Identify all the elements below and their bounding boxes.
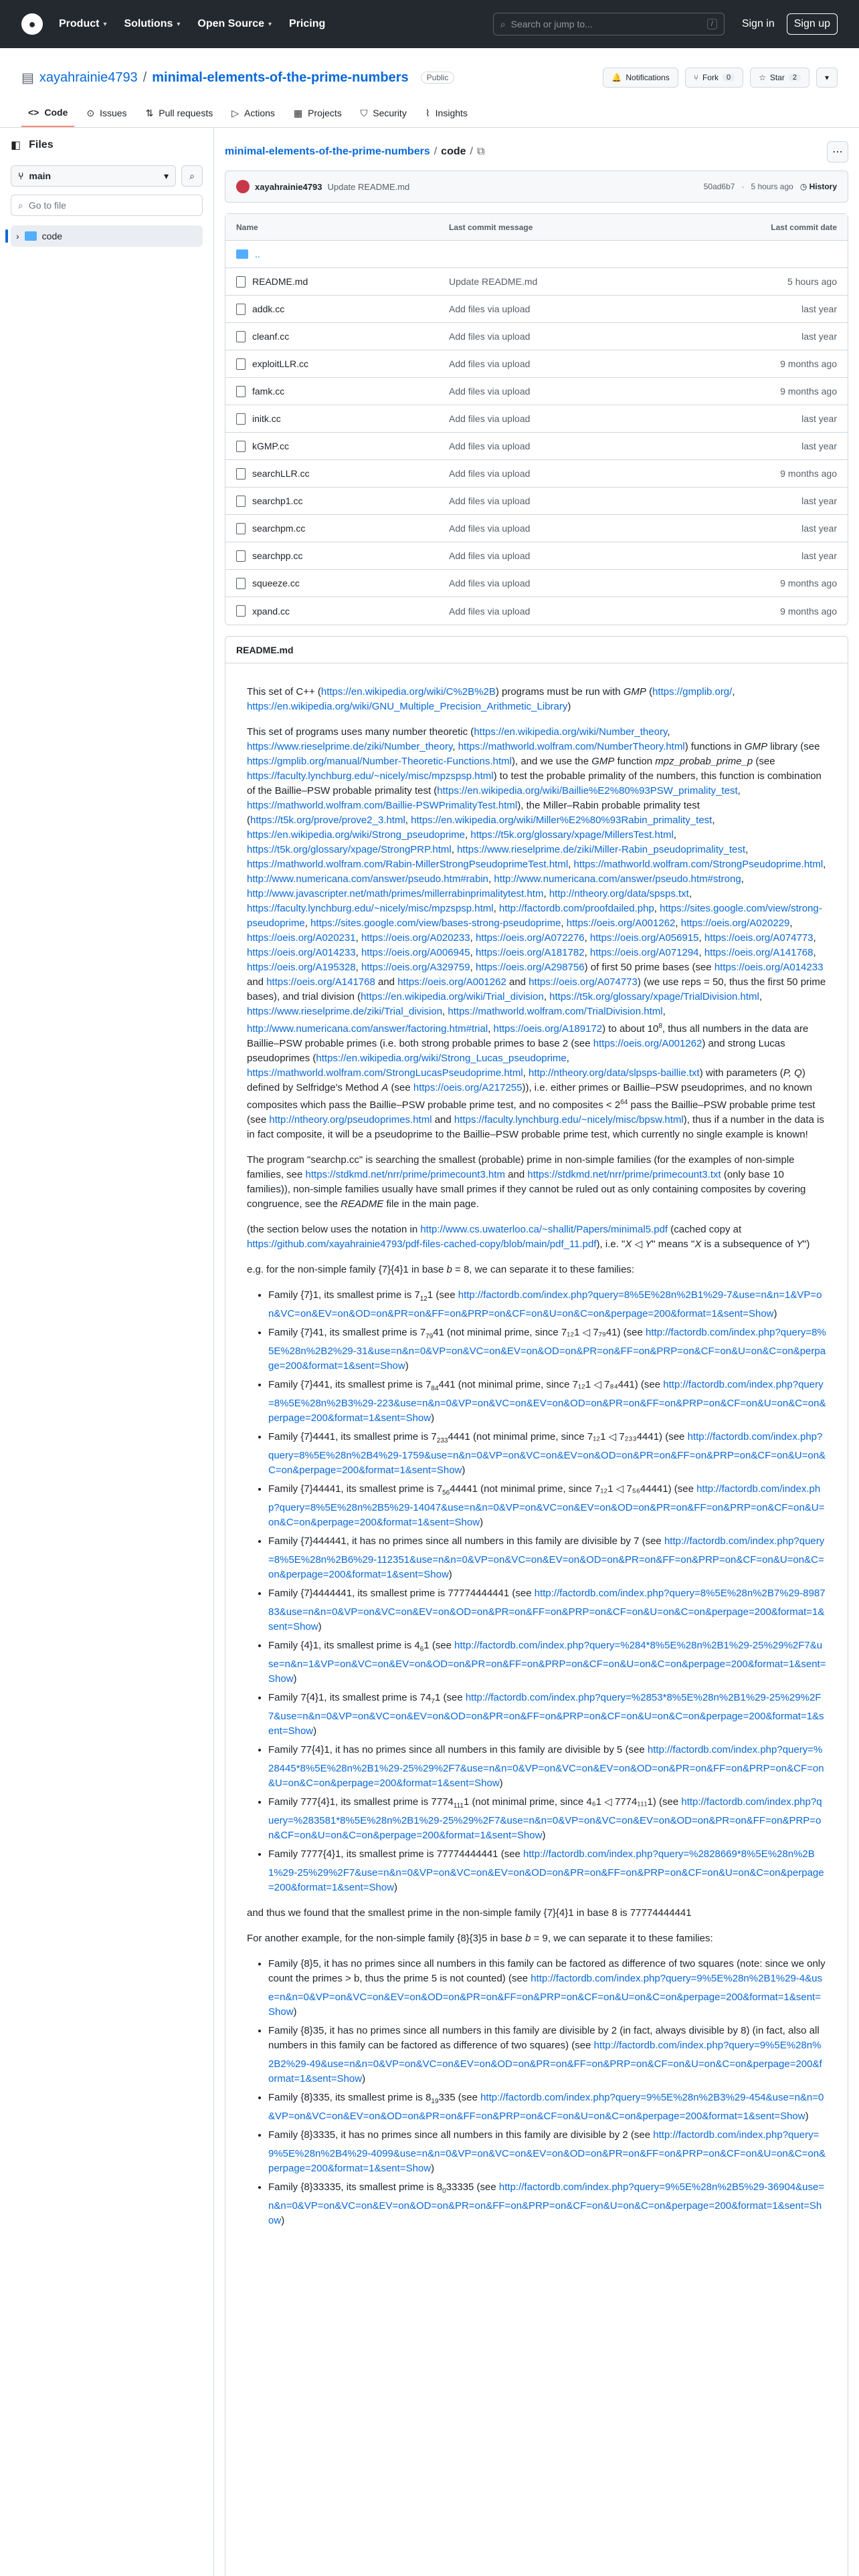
link[interactable]: https://oeis.org/A217255 bbox=[413, 1082, 522, 1093]
readme-paragraph: e.g. for the non-simple family {7}{4}1 in base b = 8, we can separate it to these families: bbox=[247, 1264, 635, 1275]
link[interactable]: https://faculty.lynchburg.edu/~nicely/misc/mpzspsp.html bbox=[247, 903, 494, 914]
tab-code[interactable] bbox=[21, 102, 74, 127]
file-icon bbox=[236, 413, 246, 425]
link[interactable]: https://mathworld.wolfram.com/TrialDivision.html bbox=[448, 1006, 663, 1017]
list-item: • Family {7}4441, its smallest prime is $7_{233}4441$ (not minimal prime, since 7₁₂1 ◁ 7₂₃₃4441) (see http://factordb.com/index.php?query=8%5E%28n%2B4%29-1759&use=n&n=0&VP=on&VC=on&EV=on&OD=on&PR=on&FF=on&PRP=on&CF=on&U=on&C=on&perpage=200&format=1&sent=Show) bbox=[268, 1430, 826, 1478]
col-message: Last commit message bbox=[438, 214, 666, 241]
visibility-badge: Public bbox=[421, 72, 455, 84]
link[interactable]: https://www.rieselprime.de/ziki/Number_theory bbox=[247, 741, 453, 752]
link[interactable]: http://www.numericana.com/answer/factoring.htm#trial bbox=[247, 1023, 488, 1035]
link[interactable]: https://oeis.org/A020231 bbox=[247, 932, 356, 944]
link[interactable]: https://mathworld.wolfram.com/NumberTheory.html bbox=[458, 741, 685, 752]
file-icon bbox=[236, 468, 246, 479]
link[interactable]: http://www.numericana.com/answer/pseudo.htm#strong bbox=[494, 873, 741, 885]
table-row[interactable] bbox=[225, 597, 848, 625]
readme-paragraph: and thus we found that the smallest prime in the non-simple family {7}{4}1 in base 8 is 77774444441 bbox=[247, 1907, 692, 1919]
link[interactable]: https://t5k.org/glossary/xpage/TrialDivision.html bbox=[549, 991, 759, 1002]
link[interactable]: https://en.wikipedia.org/wiki/C%2B%2B bbox=[320, 686, 496, 697]
tab-label: Code bbox=[44, 107, 68, 118]
history-icon: ◷ bbox=[799, 182, 807, 191]
tab-label: Insights bbox=[435, 108, 468, 118]
link[interactable]: https://oeis.org/A001262 bbox=[593, 1038, 702, 1049]
chevron-down-icon: ▾ bbox=[268, 20, 272, 28]
link[interactable]: https://t5k.org/prove/prove2_3.html bbox=[250, 815, 405, 826]
link[interactable]: https://mathworld.wolfram.com/StrongLucasPseudoprime.html bbox=[247, 1067, 523, 1079]
chevron-right-icon: › bbox=[16, 231, 19, 241]
tab-security[interactable] bbox=[354, 102, 413, 127]
tab-issues[interactable] bbox=[80, 102, 133, 127]
tab-pull-requests[interactable] bbox=[139, 102, 220, 127]
file-link[interactable]: kGMP.cc bbox=[252, 441, 289, 451]
nav-solutions[interactable]: Solutions ▾ bbox=[124, 18, 181, 29]
link[interactable]: http://ntheory.org/pseudoprimes.html bbox=[269, 1114, 432, 1125]
readme-panel bbox=[225, 636, 848, 2576]
commit-date: 5 hours ago bbox=[787, 276, 837, 287]
commit-message-link[interactable]: Add files via upload bbox=[449, 523, 531, 534]
table-row[interactable] bbox=[225, 323, 848, 350]
file-link[interactable]: cleanf.cc bbox=[252, 331, 290, 342]
table-icon: ▦ bbox=[293, 107, 303, 118]
branch-select[interactable] bbox=[11, 165, 176, 187]
link[interactable]: https://faculty.lynchburg.edu/~nicely/misc/bpsw.html bbox=[454, 1114, 684, 1125]
link[interactable]: http://factordb.com/index.php?query=9%5E%28n%2B4%29-4099&use=n&n=0&VP=on&VC=on&EV=on&OD=on&PR=on&FF=on&PRP=on&CF=on&U=on&C=on&perpage=200&format=1&sent=Show bbox=[268, 2129, 826, 2174]
table-row[interactable] bbox=[225, 460, 848, 488]
link[interactable]: https://www.rieselprime.de/ziki/Miller-Rabin_pseudoprimality_test bbox=[457, 844, 746, 855]
link[interactable]: http://www.cs.uwaterloo.ca/~shallit/Papers/minimal5.pdf bbox=[420, 1224, 668, 1235]
family-list bbox=[247, 1288, 826, 1895]
commit-dot: · bbox=[741, 182, 745, 191]
link[interactable]: https://sites.google.com/view/strong-pseudoprime bbox=[247, 903, 822, 929]
file-icon bbox=[236, 578, 246, 589]
link[interactable]: https://oeis.org/A020229 bbox=[680, 918, 790, 929]
branch-icon: ⑂ bbox=[18, 171, 24, 181]
file-tree-sidebar bbox=[0, 128, 214, 2576]
link[interactable]: https://github.com/xayahrainie4793/pdf-files-cached-copy/blob/main/pdf_11.pdf bbox=[247, 1239, 597, 1250]
avatar[interactable] bbox=[236, 180, 250, 193]
commit-message-link[interactable]: Add files via upload bbox=[449, 550, 531, 561]
link[interactable]: https://en.wikipedia.org/wiki/Trial_division bbox=[361, 991, 544, 1002]
readme-paragraph: The program "searchp.cc" is searching the smallest (probable) prime in non-simple families (for the examples of non-simple families, see https://stdkmd.net/nrr/prime/primecount3.htm and https://stdkmd.net/nrr/prime/primecount3.txt (only base 10 families)), non-simple families usually have small primes if they cannot be ruled out as only containing composites by covering congruence, see the README file in the main page. bbox=[247, 1154, 806, 1210]
file-link[interactable]: addk.cc bbox=[252, 304, 285, 314]
commit-date: last year bbox=[801, 550, 837, 561]
commit-hash[interactable]: 50ad6b7 bbox=[703, 182, 735, 191]
link[interactable]: http://ntheory.org/data/slpsps-baillie.txt bbox=[529, 1067, 700, 1079]
table-row[interactable] bbox=[225, 488, 848, 515]
notifications-button[interactable] bbox=[603, 68, 678, 88]
list-item: • Family {4}1, its smallest prime is $4_61$ (see http://factordb.com/index.php?query=%284*8%5E%28n%2B1%29-25%29%2F7&use=n&n=1&VP=on&VC=on&EV=on&OD=on&PR=on&FF=on&PRP=on&CF=on&U=on&C=on&perpage=200&format=1&sent=Show) bbox=[268, 1638, 826, 1687]
link[interactable]: https://oeis.org/A006945 bbox=[361, 947, 470, 958]
breadcrumb-sep: / bbox=[434, 146, 438, 157]
repo-header bbox=[0, 48, 859, 128]
repo-name-link[interactable]: minimal-elements-of-the-prime-numbers bbox=[152, 70, 409, 85]
readme-paragraph: (the section below uses the notation in http://www.cs.uwaterloo.ca/~shallit/Papers/minimal5.pdf (cached copy at https://github.com/xayahrainie4793/pdf-files-cached-copy/blob/main/pdf_11.pdf), i.e. "X ◁ Y" means "X is a subsequence of Y") bbox=[247, 1224, 810, 1250]
tab-label: Issues bbox=[100, 108, 127, 118]
search-files-button[interactable] bbox=[181, 165, 203, 187]
commit-date: 9 months ago bbox=[780, 386, 837, 397]
commit-date: last year bbox=[801, 523, 837, 534]
link[interactable]: http://factordb.com/index.php?query=8%5E%28n%2B1%29-7&use=n&n=1&VP=on&VC=on&EV=on&OD=on&PR=on&FF=on&PRP=on&CF=on&U=on&C=on&perpage=200&format=1&sent=Show bbox=[268, 1289, 822, 1319]
bell-icon: 🔔 bbox=[611, 73, 622, 82]
link[interactable]: https://oeis.org/A074773 bbox=[529, 976, 638, 988]
commit-message[interactable]: Update README.md bbox=[327, 181, 410, 192]
tab-actions[interactable] bbox=[225, 102, 282, 127]
link[interactable]: http://factordb.com/index.php?query=9%5E%28n%2B1%29-4&use=n&n=0&VP=on&VC=on&EV=on&OD=on&PR=on&FF=on&PRP=on&CF=on&U=on&C=on&perpage=200&format=1&sent=Show bbox=[268, 1973, 822, 2018]
commit-date: 9 months ago bbox=[780, 468, 837, 479]
parent-dir-row[interactable] bbox=[225, 241, 848, 268]
tab-label: Projects bbox=[308, 108, 342, 118]
kebab-icon: ⋯ bbox=[832, 146, 843, 158]
link[interactable]: https://oeis.org/A181782 bbox=[475, 947, 585, 958]
list-item: • Family 77{4}1, it has no primes since all numbers in this family are divisible by 5 (see http://factordb.com/index.php?query=%28445*8%5E%28n%2B1%29-25%29%2F7&use=n&n=0&VP=on&VC=on&EV=on&OD=on&PR=on&FF=on&PRP=on&CF=on&U=on&C=on&perpage=200&format=1&sent=Show) bbox=[268, 1743, 826, 1791]
link[interactable]: http://factordb.com/index.php?query=8%5E%28n%2B3%29-223&use=n&n=0&VP=on&VC=on&EV=on&OD=on&PR=on&FF=on&PRP=on&CF=on&U=on&C=on&perpage=200&format=1&sent=Show bbox=[268, 1379, 826, 1424]
commit-date: last year bbox=[801, 331, 837, 342]
link[interactable]: https://oeis.org/A020233 bbox=[361, 932, 470, 944]
table-row[interactable] bbox=[225, 570, 848, 597]
link[interactable]: http://factordb.com/index.php?query=%284*8%5E%28n%2B1%29-25%29%2F7&use=n&n=1&VP=on&VC=on&EV=on&OD=on&PR=on&FF=on&PRP=on&CF=on&U=on&C=on&perpage=200&format=1&sent=Show bbox=[268, 1640, 826, 1685]
link[interactable]: https://oeis.org/A329759 bbox=[361, 962, 470, 973]
table-row[interactable] bbox=[225, 515, 848, 542]
link[interactable]: http://factordb.com/index.php?query=8%5E%28n%2B6%29-112351&use=n&n=0&VP=on&VC=on&EV=on&OD=on&PR=on&FF=on&PRP=on&CF=on&U=on&C=on&perpage=200&format=1&sent=Show bbox=[268, 1535, 825, 1580]
star-dropdown-button[interactable] bbox=[816, 68, 838, 88]
site-nav bbox=[59, 18, 325, 30]
link[interactable]: http://factordb.com/proofdailed.php bbox=[498, 903, 654, 914]
github-logo-icon[interactable]: ● bbox=[21, 13, 43, 35]
family-list bbox=[247, 1957, 826, 2228]
link[interactable]: http://factordb.com/index.php?query=8%5E%28n%2B4%29-1759&use=n&n=0&VP=on&VC=on&EV=on&OD=on&PR=on&FF=on&PRP=on&CF=on&U=on&C=on&perpage=200&format=1&sent=Show bbox=[268, 1431, 826, 1476]
file-icon bbox=[236, 331, 246, 342]
nav-open-source[interactable]: Open Source ▾ bbox=[197, 18, 272, 29]
readme-body bbox=[225, 663, 848, 2260]
breadcrumb bbox=[225, 138, 848, 165]
file-icon bbox=[236, 550, 246, 562]
col-date: Last commit date bbox=[666, 214, 848, 241]
table-row[interactable] bbox=[225, 542, 848, 570]
folder-icon bbox=[25, 231, 37, 241]
list-item: • Family 777{4}1, its smallest prime is $7774_{111}1$ (not minimal prime, since 4₆1 ◁ 7774₁₁₁1) (see http://factordb.com/index.php?query=%283581*8%5E%28n%2B1%29-25%29%2F7&use=n&n=0&VP=on&VC=on&EV=on&OD=on&PR=on&FF=on&PRP=on&CF=on&U=on&C=on&perpage=200&format=1&sent=Show) bbox=[268, 1795, 826, 1843]
more-options-button[interactable] bbox=[827, 141, 848, 163]
link[interactable]: https://en.wikipedia.org/wiki/Number_theory bbox=[474, 726, 668, 738]
link[interactable]: http://factordb.com/index.php?query=8%5E%28n%2B5%29-14047&use=n&n=0&VP=on&VC=on&EV=on&OD=on&PR=on&FF=on&PRP=on&CF=on&U=on&C=on&perpage=200&format=1&sent=Show bbox=[268, 1483, 825, 1528]
file-icon bbox=[236, 496, 246, 507]
list-item: • Family {8}5, it has no primes since all numbers in this family can be factored as difference of two squares (note: since we only count the primes > b, thus the prime 5 is not counted) (see http://factordb.com/index.php?query=9%5E%28n%2B1%29-4&use=n&n=0&VP=on&VC=on&EV=on&OD=on&PR=on&FF=on&PRP=on&CF=on&U=on&C=on&perpage=200&format=1&sent=Show) bbox=[268, 1957, 826, 2020]
shield-icon: ⛉ bbox=[360, 107, 368, 118]
table-row[interactable] bbox=[225, 433, 848, 460]
commit-message-link[interactable]: Add files via upload bbox=[449, 386, 531, 397]
list-item: • Family {7}41, its smallest prime is $7_{79}41$ (not minimal prime, since 7₁₂1 ◁ 7₇₉41) (see http://factordb.com/index.php?query=8%5E%28n%2B2%29-31&use=n&n=0&VP=on&VC=on&EV=on&OD=on&PR=on&FF=on&PRP=on&CF=on&U=on&C=on&perpage=200&format=1&sent=Show) bbox=[268, 1325, 826, 1374]
commit-message-link[interactable]: Add files via upload bbox=[449, 304, 531, 314]
file-link[interactable]: searchLLR.cc bbox=[252, 468, 310, 479]
link[interactable]: https://stdkmd.net/nrr/prime/primecount3.txt bbox=[527, 1169, 721, 1180]
tab-projects[interactable] bbox=[287, 102, 349, 127]
table-row[interactable] bbox=[225, 296, 848, 323]
link[interactable]: http://factordb.com/index.php?query=%2828669*8%5E%28n%2B1%29-25%29%2F7&use=n&n=0&VP=on&VC=on&EV=on&OD=on&PR=on&FF=on&PRP=on&CF=on&U=on&C=on&perpage=200&format=1&sent=Show bbox=[268, 1848, 824, 1893]
file-icon bbox=[236, 441, 246, 452]
star-button[interactable] bbox=[750, 68, 809, 88]
link[interactable]: https://oeis.org/A014233 bbox=[714, 962, 824, 973]
commit-time: 5 hours ago bbox=[751, 182, 793, 191]
link[interactable]: https://oeis.org/A141768 bbox=[266, 976, 375, 988]
breadcrumb-repo-link[interactable]: minimal-elements-of-the-prime-numbers bbox=[225, 146, 430, 157]
commit-message-link[interactable]: Add files via upload bbox=[449, 468, 531, 479]
tab-label: Pull requests bbox=[159, 108, 213, 118]
commit-date: 9 months ago bbox=[780, 578, 837, 588]
repo-sep: / bbox=[142, 70, 147, 85]
chevron-down-icon: ▾ bbox=[163, 170, 169, 181]
list-item: • Family 7{4}1, its smallest prime is $74_71$ (see http://factordb.com/index.php?query=%2853*8%5E%28n%2B1%29-25%29%2F7&use=n&n=0&VP=on&VC=on&EV=on&OD=on&PR=on&FF=on&PRP=on&CF=on&U=on&C=on&perpage=200&format=1&sent=Show) bbox=[268, 1691, 826, 1739]
file-table bbox=[225, 213, 848, 625]
table-row[interactable] bbox=[225, 268, 848, 296]
list-item: • Family {8}35, it has no primes since all numbers in this family are divisible by 2 (in fact, always divisible by 8) (in fact, also all numbers in this family can be factored as difference of two squares) (see http://factordb.com/index.php?query=9%5E%28n%2B2%29-49&use=n&n=0&VP=on&VC=on&EV=on&OD=on&PR=on&FF=on&PRP=on&CF=on&U=on&C=on&perpage=200&format=1&sent=Show) bbox=[268, 2024, 826, 2086]
table-row[interactable] bbox=[225, 378, 848, 405]
link[interactable]: https://t5k.org/glossary/xpage/StrongPRP.html bbox=[247, 844, 452, 855]
file-link[interactable]: searchpp.cc bbox=[252, 550, 303, 561]
star-count: 2 bbox=[789, 74, 801, 82]
readme-paragraph: This set of programs uses many number theoretic (https://en.wikipedia.org/wiki/Number_theory, https://www.rieselprime.de/ziki/Number_theory, https://mathworld.wolfram.com/NumberTheory.html) functions in GMP library (see https://gmplib.org/manual/Number-Theoretic-Functions.html), and we use the GMP function mpz_probab_prime_p (see https://faculty.lynchburg.edu/~nicely/misc/mpzspsp.html) to test the probable primality of the numbers, this function is combination of the Baillie–PSW probable primality test (https://en.wikipedia.org/wiki/Baillie%E2%80%93PSW_primality_test, https://mathworld.wolfram.com/Baillie-PSWPrimalityTest.html), the Miller–Rabin probable primality test (https://t5k.org/prove/prove2_3.html, https://en.wikipedia.org/wiki/Miller%E2%80%93Rabin_primality_test, https://en.wikipedia.org/wiki/Strong_pseudoprime, https://t5k.org/glossary/xpage/MillersTest.html, https://t5k.org/glossary/xpage/StrongPRP.html, https://www.rieselprime.de/ziki/Miller-Rabin_pseudoprimality_test, https://mathworld.wolfram.com/Rabin-MillerStrongPseudoprimeTest.html, https://mathworld.wolfram.com/StrongPseudoprime.html, http://www.numericana.com/answer/pseudo.htm#rabin, http://www.numericana.com/answer/pseudo.htm#strong, http://www.javascripter.net/math/primes/millerrabinprimalitytest.htm, http://ntheory.org/data/spsps.txt, https://faculty.lynchburg.edu/~nicely/misc/mpzspsp.html, http://factordb.com/proofdailed.php, https://sites.google.com/view/strong-pseudoprime, https://sites.google.com/view/bases-strong-pseudoprime, https://oeis.org/A001262, https://oeis.org/A020229, https://oeis.org/A020231, https://oeis.org/A020233, https://oeis.org/A072276, https://oeis.org/A056915, https://oeis.org/A074773, https://oeis.org/A014233, https://oeis.org/A006945, https://oeis.org/A181782, https://oeis.org/A071294, https://oeis.org/A141768, https://oeis.org/A195328, https://oeis.org/A329759, https://oeis.org/A298756) of first 50 prime bases (see https://oeis.org/A014233 and https://oeis.org/A141768 and https://oeis.org/A001262 and https://oeis.org/A074773) (we use reps = 50, thus the first 50 prime bases), and trial division (https://en.wikipedia.org/wiki/Trial_division, https://t5k.org/glossary/xpage/TrialDivision.html, https://www.rieselprime.de/ziki/Trial_division, https://mathworld.wolfram.com/TrialDivision.html, http://www.numericana.com/answer/factoring.htm#trial, https://oeis.org/A189172) to about $10^8$, thus all numbers in the data are Baillie–PSW probable primes (i.e. both strong probable primes to base 2 (see https://oeis.org/A001262) and strong Lucas pseudoprimes (https://en.wikipedia.org/wiki/Strong_Lucas_pseudoprime, https://mathworld.wolfram.com/StrongLucasPseudoprime.html, http://ntheory.org/data/slpsps-baillie.txt) with parameters (P, Q) defined by Selfridge's Method A (see https://oeis.org/A217255)), i.e. either primes or Baillie–PSW pseudoprimes, and no known composites which pass the Baillie–PSW probable prime test, and no composites < $2^{64}$ pass the Baillie–PSW probable prime test (see http://ntheory.org/pseudoprimes.html and https://faculty.lynchburg.edu/~nicely/misc/bpsw.html), thus if a number in the data is in fact composite, it will be a pseudoprime to the Baillie–PSW probable prime test, which currently no single example is known! bbox=[247, 726, 826, 1140]
link[interactable]: http://factordb.com/index.php?query=%2853*8%5E%28n%2B1%29-25%29%2F7&use=n&n=0&VP=on&VC=on&EV=on&OD=on&PR=on&FF=on&PRP=on&CF=on&U=on&C=on&perpage=200&format=1&sent=Show bbox=[268, 1692, 824, 1737]
tab-insights[interactable] bbox=[419, 102, 474, 127]
commit-message-link[interactable]: Add files via upload bbox=[449, 605, 531, 617]
commit-message-link[interactable]: Add files via upload bbox=[449, 331, 531, 342]
link[interactable]: https://mathworld.wolfram.com/Rabin-MillerStrongPseudoprimeTest.html bbox=[247, 859, 569, 870]
fork-count: 0 bbox=[723, 74, 735, 82]
commit-message-link[interactable]: Add files via upload bbox=[449, 578, 531, 588]
table-row[interactable] bbox=[225, 350, 848, 378]
link[interactable]: https://en.wikipedia.org/wiki/Baillie%E2%80%93PSW_primality_test bbox=[437, 785, 738, 796]
file-link[interactable]: famk.cc bbox=[252, 386, 285, 397]
link[interactable]: https://oeis.org/A298756 bbox=[475, 962, 585, 973]
link[interactable]: https://www.rieselprime.de/ziki/Trial_division bbox=[247, 1006, 443, 1017]
file-icon bbox=[236, 276, 246, 288]
link[interactable]: http://www.javascripter.net/math/primes/millerrabinprimalitytest.htm bbox=[247, 888, 544, 899]
search-input[interactable] bbox=[493, 13, 725, 35]
play-icon: ▷ bbox=[231, 107, 240, 118]
chevron-down-icon: ▾ bbox=[177, 20, 181, 28]
code-icon: <> bbox=[28, 107, 39, 118]
commit-message-link[interactable]: Add files via upload bbox=[449, 496, 531, 506]
file-icon bbox=[236, 605, 246, 617]
star-icon: ☆ bbox=[759, 73, 766, 82]
list-item: • Family {7}4444441, its smallest prime is 77774444441 (see http://factordb.com/index.php?query=8%5E%28n%2B7%29-898783&use=n&n=0&VP=on&VC=on&EV=on&OD=on&PR=on&FF=on&PRP=on&CF=on&U=on&C=on&perpage=200&format=1&sent=Show) bbox=[268, 1586, 826, 1634]
fork-label: Fork bbox=[702, 73, 719, 82]
link[interactable]: http://factordb.com/index.php?query=9%5E%28n%2B5%29-36904&use=n&n=0&VP=on&VC=on&EV=on&OD=on&PR=on&FF=on&PRP=on&CF=on&U=on&C=on&perpage=200&format=1&sent=Show bbox=[268, 2181, 825, 2226]
commit-date: 9 months ago bbox=[780, 605, 837, 617]
tree-item-code[interactable] bbox=[11, 225, 203, 247]
readme-title[interactable]: README.md bbox=[236, 644, 294, 655]
link[interactable]: https://stdkmd.net/nrr/prime/primecount3.htm bbox=[305, 1169, 505, 1180]
link[interactable]: https://en.wikipedia.org/wiki/Strong_pseudoprime bbox=[247, 829, 466, 841]
file-link[interactable]: searchpm.cc bbox=[252, 523, 306, 534]
breadcrumb-tail: / bbox=[470, 146, 473, 157]
link[interactable]: https://mathworld.wolfram.com/Baillie-PSWPrimalityTest.html bbox=[247, 800, 518, 811]
chevron-down-icon: ▾ bbox=[103, 20, 107, 28]
link[interactable]: https://en.wikipedia.org/wiki/GNU_Multiple_Precision_Arithmetic_Library bbox=[247, 701, 568, 712]
link[interactable]: https://oeis.org/A141768 bbox=[704, 947, 814, 958]
link[interactable]: https://oeis.org/A072276 bbox=[475, 932, 585, 944]
tree-item-label: code bbox=[41, 231, 63, 241]
star-label: Star bbox=[769, 73, 785, 82]
slash-shortcut: / bbox=[707, 19, 717, 29]
link[interactable]: http://www.numericana.com/answer/pseudo.htm#rabin bbox=[247, 873, 489, 885]
link[interactable]: http://factordb.com/index.php?query=8%5E%28n%2B2%29-31&use=n&n=0&VP=on&VC=on&EV=on&OD=on&PR=on&FF=on&PRP=on&CF=on&U=on&C=on&perpage=200&format=1&sent=Show bbox=[268, 1327, 826, 1372]
link[interactable]: http://ntheory.org/data/spsps.txt bbox=[549, 888, 689, 899]
tab-label: Actions bbox=[244, 108, 275, 118]
file-link[interactable]: searchp1.cc bbox=[252, 496, 303, 506]
table-row[interactable] bbox=[225, 405, 848, 433]
history-button[interactable] bbox=[800, 182, 837, 191]
file-link[interactable]: exploitLLR.cc bbox=[252, 358, 309, 369]
link[interactable]: http://factordb.com/index.php?query=9%5E%28n%2B3%29-454&use=n&n=0&VP=on&VC=on&EV=on&OD=on&PR=on&FF=on&PRP=on&CF=on&U=on&C=on&perpage=200&format=1&sent=Show bbox=[268, 2092, 824, 2122]
file-icon bbox=[236, 386, 246, 397]
file-link[interactable]: xpand.cc bbox=[252, 605, 290, 617]
col-name: Name bbox=[225, 214, 438, 241]
commit-date: last year bbox=[801, 413, 837, 424]
list-item: • Family {8}3335, it has no primes since all numbers in this family are divisible by 2 (see http://factordb.com/index.php?query=9%5E%28n%2B4%29-4099&use=n&n=0&VP=on&VC=on&EV=on&OD=on&PR=on&FF=on&PRP=on&CF=on&U=on&C=on&perpage=200&format=1&sent=Show) bbox=[268, 2128, 826, 2176]
commit-date: last year bbox=[801, 496, 837, 506]
search-icon: ⌕ bbox=[500, 18, 506, 29]
list-item: • Family {7}1, its smallest prime is $7_{12}1$ (see http://factordb.com/index.php?query=8%5E%28n%2B1%29-7&use=n&n=1&VP=on&VC=on&EV=on&OD=on&PR=on&FF=on&PRP=on&CF=on&U=on&C=on&perpage=200&format=1&sent=Show) bbox=[268, 1288, 826, 1321]
file-link[interactable]: initk.cc bbox=[252, 413, 281, 424]
parent-dir-link[interactable]: .. bbox=[255, 249, 260, 259]
link[interactable]: https://gmplib.org/ bbox=[652, 686, 733, 697]
link[interactable]: https://en.wikipedia.org/wiki/Strong_Lucas_pseudoprime bbox=[316, 1053, 567, 1064]
list-item: • Family {7}44441, its smallest prime is $7_{56}44441$ (not minimal prime, since 7₁₂1 ◁ 7₅₆44441) (see http://factordb.com/index.php?query=8%5E%28n%2B5%29-14047&use=n&n=0&VP=on&VC=on&EV=on&OD=on&PR=on&FF=on&PRP=on&CF=on&U=on&C=on&perpage=200&format=1&sent=Show) bbox=[268, 1482, 826, 1530]
commit-message-link[interactable]: Add files via upload bbox=[449, 413, 531, 424]
issue-icon: ⊙ bbox=[86, 107, 95, 118]
sign-in-link[interactable]: Sign in bbox=[741, 18, 775, 29]
folder-icon bbox=[236, 249, 248, 259]
file-icon bbox=[236, 304, 246, 315]
link[interactable]: https://oeis.org/A001262 bbox=[397, 976, 506, 988]
repo-owner-link[interactable]: xayahrainie4793 bbox=[39, 70, 138, 85]
link[interactable]: https://mathworld.wolfram.com/StrongPseudoprime.html bbox=[573, 859, 824, 870]
list-item: • Family {7}441, its smallest prime is $7_{84}441$ (not minimal prime, since 7₁₂1 ◁ 7₈₄441) (see http://factordb.com/index.php?query=8%5E%28n%2B3%29-223&use=n&n=0&VP=on&VC=on&EV=on&OD=on&PR=on&FF=on&PRP=on&CF=on&U=on&C=on&perpage=200&format=1&sent=Show) bbox=[268, 1378, 826, 1426]
link[interactable]: http://factordb.com/index.php?query=8%5E%28n%2B7%29-898783&use=n&n=0&VP=on&VC=on&EV=on&OD=on&PR=on&FF=on&PRP=on&CF=on&U=on&C=on&perpage=200&format=1&sent=Show bbox=[268, 1588, 826, 1632]
search-placeholder: Search or jump to... bbox=[510, 19, 593, 29]
list-item: • Family {8}33335, its smallest prime is $8_033335$ (see http://factordb.com/index.php?query=9%5E%28n%2B5%29-36904&use=n&n=0&VP=on&VC=on&EV=on&OD=on&PR=on&FF=on&PRP=on&CF=on&U=on&C=on&perpage=200&format=1&sent=Show) bbox=[268, 2180, 826, 2228]
commit-author[interactable]: xayahrainie4793 bbox=[255, 181, 322, 192]
commit-date: last year bbox=[801, 304, 837, 314]
link[interactable]: https://sites.google.com/view/bases-strong-pseudoprime bbox=[310, 918, 561, 929]
search-icon: ⌕ bbox=[18, 199, 23, 211]
link[interactable]: https://oeis.org/A014233 bbox=[247, 947, 356, 958]
file-icon bbox=[236, 358, 246, 370]
link[interactable]: https://oeis.org/A195328 bbox=[247, 962, 356, 973]
link[interactable]: http://factordb.com/index.php?query=9%5E%28n%2B2%29-49&use=n&n=0&VP=on&VC=on&EV=on&OD=on&PR=on&FF=on&PRP=on&CF=on&U=on&C=on&perpage=200&format=1&sent=Show bbox=[268, 2040, 822, 2084]
nav-pricing[interactable]: Pricing bbox=[289, 18, 326, 29]
link[interactable]: https://gmplib.org/manual/Number-Theoretic-Functions.html bbox=[247, 756, 512, 767]
link[interactable]: https://faculty.lynchburg.edu/~nicely/misc/mpzspsp.html bbox=[247, 770, 494, 782]
go-to-file-placeholder: Go to file bbox=[28, 200, 66, 211]
notifications-label: Notifications bbox=[626, 73, 670, 82]
search-icon: ⌕ bbox=[189, 170, 195, 181]
commit-date: 9 months ago bbox=[780, 358, 837, 369]
history-label: History bbox=[809, 182, 837, 191]
commit-message-link[interactable]: Add files via upload bbox=[449, 441, 531, 451]
repo-icon: ▤ bbox=[21, 70, 34, 86]
commit-message-link[interactable]: Add files via upload bbox=[449, 358, 531, 369]
copy-path-icon[interactable]: ⧉ bbox=[476, 146, 485, 157]
link[interactable]: https://en.wikipedia.org/wiki/Miller%E2%80%93Rabin_primality_test bbox=[411, 815, 712, 826]
link[interactable]: https://oeis.org/A001262 bbox=[566, 918, 676, 929]
link[interactable]: https://oeis.org/A056915 bbox=[589, 932, 699, 944]
fork-icon: ⑂ bbox=[693, 73, 698, 82]
list-item: • Family 7777{4}1, its smallest prime is 77774444441 (see http://factordb.com/index.php?query=%2828669*8%5E%28n%2B1%29-25%29%2F7&use=n&n=0&VP=on&VC=on&EV=on&OD=on&PR=on&FF=on&PRP=on&CF=on&U=on&C=on&perpage=200&format=1&sent=Show) bbox=[268, 1847, 826, 1895]
link[interactable]: http://factordb.com/index.php?query=%283581*8%5E%28n%2B1%29-25%29%2F7&use=n&n=0&VP=on&VC=on&EV=on&OD=on&PR=on&FF=on&PRP=on&CF=on&U=on&C=on&perpage=200&format=1&sent=Show bbox=[268, 1796, 822, 1841]
readme-paragraph: For another example, for the non-simple family {8}{3}5 in base b = 9, we can separate it to these families: bbox=[247, 1933, 713, 1944]
readme-paragraph: This set of C++ (https://en.wikipedia.org/wiki/C%2B%2B) programs must be run with GMP (https://gmplib.org/, https://en.wikipedia.org/wiki/GNU_Multiple_Precision_Arithmetic_Library) bbox=[247, 686, 735, 712]
link[interactable]: http://factordb.com/index.php?query=%28445*8%5E%28n%2B1%29-25%29%2F7&use=n&n=0&VP=on&VC=on&EV=on&OD=on&PR=on&FF=on&PRP=on&CF=on&U=on&C=on&perpage=200&format=1&sent=Show bbox=[268, 1744, 824, 1789]
list-item: • Family {7}444441, it has no primes since all numbers in this family are divisible by 7 (see http://factordb.com/index.php?query=8%5E%28n%2B6%29-112351&use=n&n=0&VP=on&VC=on&EV=on&OD=on&PR=on&FF=on&PRP=on&CF=on&U=on&C=on&perpage=200&format=1&sent=Show) bbox=[268, 1534, 826, 1582]
chevron-down-icon: ▾ bbox=[824, 73, 829, 82]
nav-product[interactable]: Product ▾ bbox=[59, 18, 107, 29]
graph-icon: ⌇ bbox=[425, 107, 430, 118]
fork-button[interactable] bbox=[685, 68, 743, 88]
site-header bbox=[0, 0, 859, 48]
list-item: • Family {8}335, its smallest prime is $8_{19}335$ (see http://factordb.com/index.php?query=9%5E%28n%2B3%29-454&use=n&n=0&VP=on&VC=on&EV=on&OD=on&PR=on&FF=on&PRP=on&CF=on&U=on&C=on&perpage=200&format=1&sent=Show) bbox=[268, 2090, 826, 2124]
branch-name: main bbox=[29, 171, 52, 181]
tab-label: Security bbox=[373, 108, 407, 118]
sidebar-title: Files bbox=[29, 139, 54, 150]
repo-title bbox=[21, 70, 454, 86]
link[interactable]: https://oeis.org/A189172 bbox=[493, 1023, 603, 1035]
link[interactable]: https://oeis.org/A074773 bbox=[704, 932, 814, 944]
file-icon bbox=[236, 523, 246, 534]
sidebar-collapse-icon[interactable]: ◧ bbox=[11, 140, 21, 151]
go-to-file-input[interactable] bbox=[11, 195, 203, 216]
file-link[interactable]: squeeze.cc bbox=[252, 578, 300, 588]
pull-request-icon: ⇅ bbox=[145, 107, 154, 118]
commit-message-link[interactable]: Update README.md bbox=[449, 276, 538, 287]
file-link[interactable]: README.md bbox=[252, 276, 308, 287]
sign-up-button[interactable]: Sign up bbox=[787, 13, 838, 35]
link[interactable]: https://oeis.org/A071294 bbox=[589, 947, 699, 958]
repo-tabs bbox=[21, 102, 838, 127]
commit-date: last year bbox=[801, 441, 837, 451]
latest-commit bbox=[225, 171, 848, 203]
breadcrumb-current: code bbox=[441, 146, 466, 157]
main-content bbox=[214, 128, 859, 2576]
link[interactable]: https://t5k.org/glossary/xpage/MillersTest.html bbox=[470, 829, 674, 841]
